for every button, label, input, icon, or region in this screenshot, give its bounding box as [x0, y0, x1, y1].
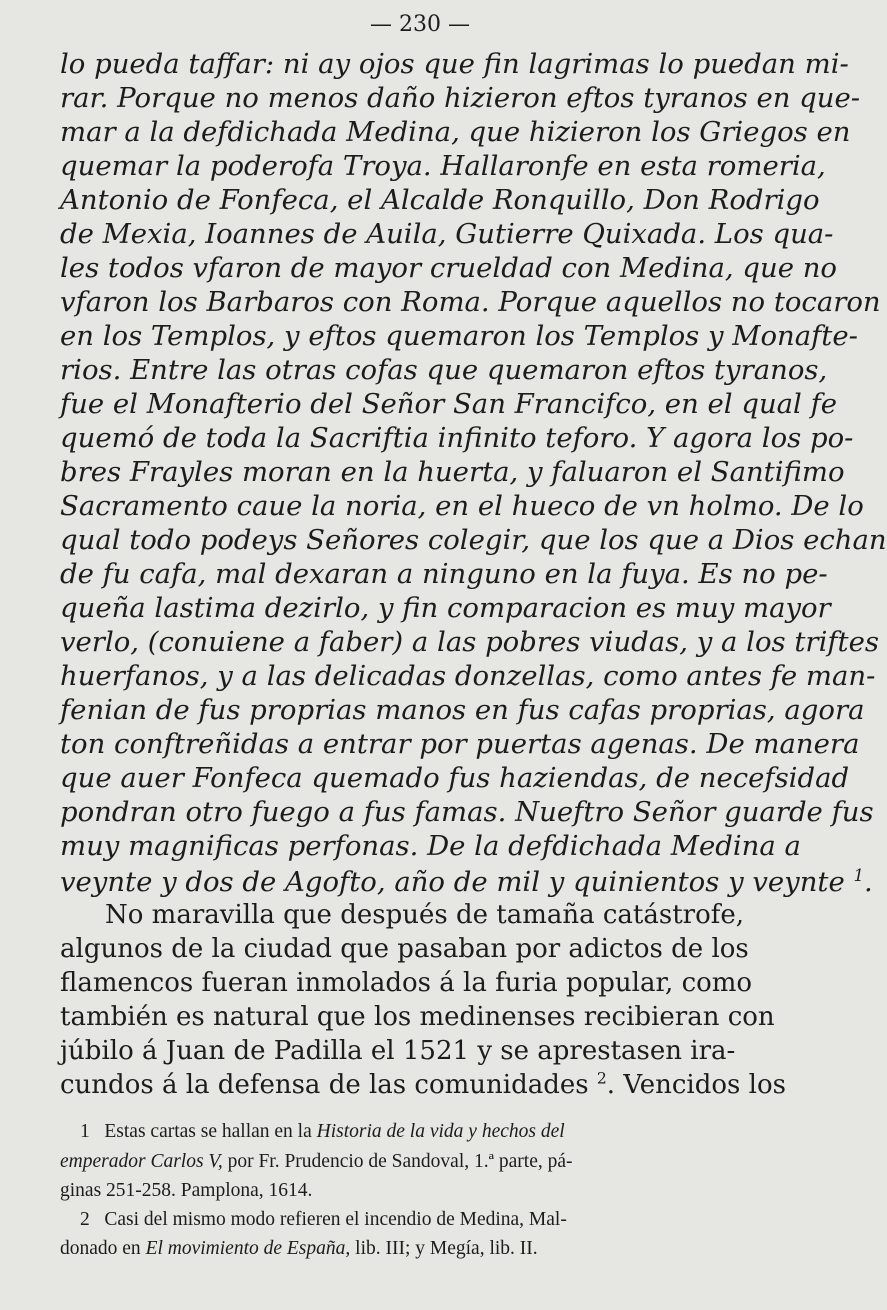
letter-line: fenian de fus proprias manos en fus cafas proprias, agora [60, 694, 865, 726]
letter-line: quemó de toda la Sacriftia infinito teforo. Y agora los po- [60, 422, 854, 454]
body-line: flamencos fueran inmolados á la furia popular, como [60, 968, 753, 998]
footnote-1-line-2 [60, 1151, 573, 1173]
letter-line: muy magnificas perfonas. De la defdichada Medina a [60, 830, 801, 862]
letter-line: ton conftreñidas a entrar por puertas agenas. De manera [60, 728, 860, 760]
footnote-2-number: 2 [80, 1209, 90, 1230]
footnote-ref-2[interactable]: 2 [596, 1069, 607, 1088]
letter-line: fue el Monafterio del Señor San Francifco, en el qual fe [60, 388, 838, 420]
body-last-pre: cundos á la defensa de las comunidades [60, 1070, 589, 1100]
footnote-2-line-1 [80, 1209, 567, 1231]
letter-line: en los Templos, y eftos quemaron los Templos y Monafte- [60, 320, 858, 352]
footnote-2-text-end: lib. III; y Megía, lib. II. [355, 1238, 538, 1259]
footnote-1-title: Historia de la vida y hechos del [316, 1121, 565, 1142]
letter-last-end: . [864, 866, 873, 898]
letter-last-text: veynte y dos de Agofto, año de mil y quinientos y veynte [60, 866, 845, 898]
footnote-1-text-cont: por Fr. Prudencio de Sandoval, 1.ª parte, pá- [227, 1151, 573, 1172]
letter-line: queña lastima dezirlo, y fin comparacion es muy mayor [60, 592, 831, 624]
letter-line: rios. Entre las otras cofas que quemaron eftos tyranos, [60, 354, 828, 386]
letter-line: de Mexia, Ioannes de Auila, Gutierre Quixada. Los qua- [60, 218, 834, 250]
footnote-1-text: Estas cartas se hallan en la [104, 1121, 312, 1142]
footnote-2-text: Casi del mismo modo refieren el incendio de Medina, Mal- [104, 1209, 567, 1230]
letter-line: verlo, (conuiene a faber) a las pobres viudas, y a los triftes [60, 626, 879, 658]
body-line-last [60, 1070, 786, 1100]
letter-line: bres Frayles moran en la huerta, y faluaron el Santifimo [60, 456, 845, 488]
letter-line: lo pueda taffar: ni ay ojos que fin lagrimas lo puedan mi- [60, 48, 849, 80]
letter-line: vfaron los Barbaros con Roma. Porque aquellos no tocaron [60, 286, 881, 318]
footnote-1-text-end: ginas 251-258. Pamplona, 1614. [60, 1180, 313, 1201]
footnote-1-line-3 [60, 1180, 312, 1202]
footnote-2-text-cont: donado en [60, 1238, 141, 1259]
letter-line-last [60, 866, 873, 898]
letter-line: pondran otro fuego a fus famas. Nueftro Señor guarde fus [60, 796, 874, 828]
letter-line: mar a la defdichada Medina, que hizieron los Griegos en [60, 116, 851, 148]
body-line: algunos de la ciudad que pasaban por adictos de los [60, 934, 749, 964]
body-line: también es natural que los medinenses recibieran con [60, 1002, 775, 1032]
footnote-2-title: El movimiento de España, [145, 1238, 351, 1259]
letter-line: quemar la poderofa Troya. Hallaronfe en esta romeria, [60, 150, 826, 182]
footnote-1-number: 1 [80, 1121, 90, 1142]
footnote-1-title-cont: emperador Carlos V, [60, 1151, 223, 1172]
body-line: No maravilla que después de tamaña catástrofe, [105, 900, 745, 930]
letter-line: les todos vfaron de mayor crueldad con Medina, que no [60, 252, 837, 284]
letter-line: que auer Fonfeca quemado fus haziendas, de necefsidad [60, 762, 850, 794]
letter-line: Antonio de Fonfeca, el Alcalde Ronquillo, Don Rodrigo [60, 184, 820, 216]
letter-line: huerfanos, y a las delicadas donzellas, como antes fe man- [60, 660, 876, 692]
letter-line: Sacramento caue la noria, en el hueco de vn holmo. De lo [60, 490, 864, 522]
letter-line: de fu cafa, mal dexaran a ninguno en la fuya. Es no pe- [60, 558, 828, 590]
body-line: júbilo á Juan de Padilla el 1521 y se aprestasen ira- [60, 1036, 736, 1066]
letter-line: rar. Porque no menos daño hizieron eftos tyranos en que- [60, 82, 861, 114]
footnote-ref-1[interactable]: 1 [853, 865, 865, 885]
footnote-1-line-1 [80, 1121, 565, 1143]
body-last-post: . Vencidos los [606, 1070, 786, 1100]
letter-line: qual todo podeys Señores colegir, que los que a Dios echan [60, 524, 887, 556]
page-number: — 230 — [370, 12, 470, 37]
footnote-2-line-2 [60, 1238, 538, 1260]
